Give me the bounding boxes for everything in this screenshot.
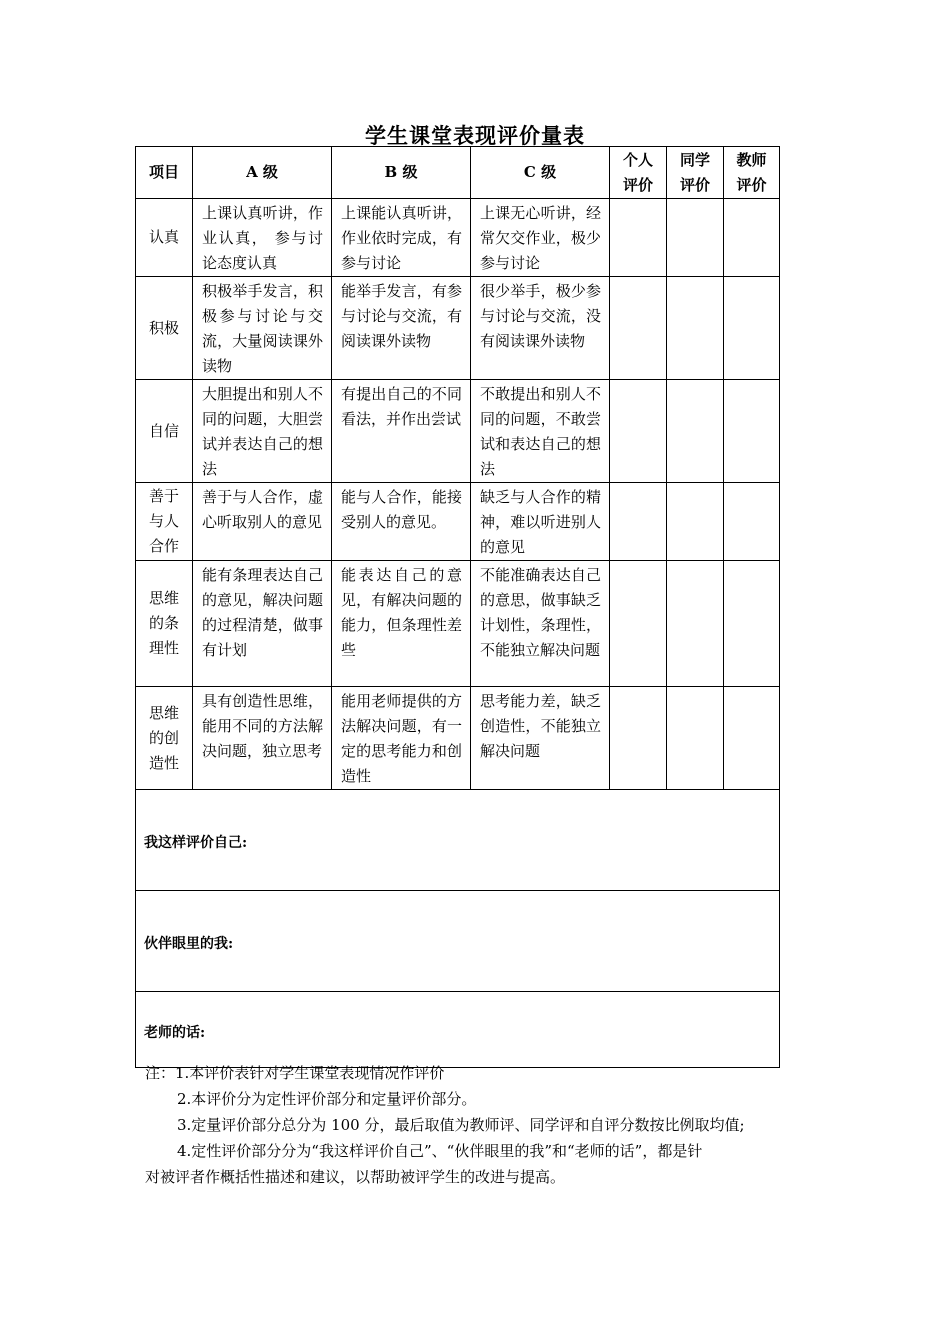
grade-b-description: 能用老师提供的方法解决问题，有一定的思考能力和创造性	[332, 687, 471, 790]
evaluation-table	[135, 146, 780, 1068]
header-grade-a: A 级	[193, 147, 332, 199]
grade-b-description: 能与人合作，能接受别人的意见。	[332, 483, 471, 561]
grade-a-description: 上课认真听讲，作业认真， 参与讨论态度认真	[193, 199, 332, 277]
grade-c-description: 很少举手，极少参与讨论与交流，没有阅读课外读物	[471, 277, 610, 380]
criterion-name: 善于 与人 合作	[136, 483, 193, 561]
note-line: 3.定量评价部分总分为 100 分，最后取值为教师评、同学评和自评分数按比例取均值;	[177, 1116, 745, 1134]
peer-evaluation-label: 伙伴眼里的我:	[144, 936, 234, 952]
teacher-eval-input-cell[interactable]	[724, 199, 780, 277]
header-grade-c: C 级	[471, 147, 610, 199]
header-item: 项目	[136, 147, 193, 199]
self-evaluation-section	[136, 790, 780, 891]
grade-b-description: 能表达自己的意见，有解决问题的能力，但条理性差些	[332, 561, 471, 687]
grade-b-description: 有提出自己的不同看法，并作出尝试	[332, 380, 471, 483]
grade-a-description: 善于与人合作，虚心听取别人的意见	[193, 483, 332, 561]
page-title: 学生课堂表现评价量表	[365, 123, 585, 148]
criterion-row	[136, 380, 780, 483]
grade-a-description: 大胆提出和别人不同的问题，大胆尝试并表达自己的想法	[193, 380, 332, 483]
criterion-row	[136, 561, 780, 687]
grade-c-description: 上课无心听讲，经常欠交作业，极少参与讨论	[471, 199, 610, 277]
peer-evaluation-section	[136, 891, 780, 992]
grade-a-description: 积极举手发言，积极参与讨论与交流，大量阅读课外读物	[193, 277, 332, 380]
teacher-eval-input-cell[interactable]	[724, 561, 780, 687]
criterion-row	[136, 199, 780, 277]
criterion-name: 思维 的创 造性	[136, 687, 193, 790]
self-eval-input-cell[interactable]	[610, 380, 667, 483]
peer-eval-input-cell[interactable]	[667, 561, 724, 687]
teacher-eval-input-cell[interactable]	[724, 277, 780, 380]
self-eval-input-cell[interactable]	[610, 483, 667, 561]
teacher-eval-input-cell[interactable]	[724, 380, 780, 483]
self-evaluation-label: 我这样评价自己:	[144, 835, 248, 851]
note-line: 2.本评价分为定性评价部分和定量评价部分。	[177, 1090, 477, 1108]
criterion-row	[136, 687, 780, 790]
grade-b-description: 能举手发言，有参与讨论与交流，有阅读课外读物	[332, 277, 471, 380]
header-grade-b: B 级	[332, 147, 471, 199]
criterion-row	[136, 277, 780, 380]
teacher-eval-input-cell[interactable]	[724, 483, 780, 561]
self-eval-input-cell[interactable]	[610, 277, 667, 380]
note-line: 4.定性评价部分分为“我这样评价自己”、“伙伴眼里的我”和“老师的话”，都是针	[177, 1142, 703, 1160]
teacher-comment-section	[136, 992, 780, 1068]
peer-eval-input-cell[interactable]	[667, 483, 724, 561]
peer-eval-input-cell[interactable]	[667, 199, 724, 277]
header-teacher-eval: 教师 评价	[724, 147, 780, 199]
teacher-comment-label: 老师的话:	[144, 1024, 206, 1041]
teacher-eval-input-cell[interactable]	[724, 687, 780, 790]
self-eval-input-cell[interactable]	[610, 561, 667, 687]
peer-eval-input-cell[interactable]	[667, 277, 724, 380]
grade-a-description: 具有创造性思维，能用不同的方法解决问题，独立思考	[193, 687, 332, 790]
grade-c-description: 缺乏与人合作的精神，难以听进别人的意见	[471, 483, 610, 561]
self-eval-input-cell[interactable]	[610, 199, 667, 277]
criterion-name: 思维 的条 理性	[136, 561, 193, 687]
note-line: 注：1.本评价表针对学生课堂表现情况作评价	[145, 1064, 445, 1082]
criterion-name: 自信	[136, 380, 193, 483]
criterion-name: 认真	[136, 199, 193, 277]
grade-b-description: 上课能认真听讲，作业依时完成，有参与讨论	[332, 199, 471, 277]
header-row	[136, 147, 780, 199]
criterion-row	[136, 483, 780, 561]
header-peer-eval: 同学 评价	[667, 147, 724, 199]
grade-c-description: 思考能力差，缺乏创造性，不能独立解决问题	[471, 687, 610, 790]
header-self-eval: 个人 评价	[610, 147, 667, 199]
peer-eval-input-cell[interactable]	[667, 380, 724, 483]
notes	[145, 1060, 815, 1190]
self-eval-input-cell[interactable]	[610, 687, 667, 790]
criterion-name: 积极	[136, 277, 193, 380]
note-line: 对被评者作概括性描述和建议，以帮助被评学生的改进与提高。	[145, 1168, 566, 1186]
grade-c-description: 不能准确表达自己的意思，做事缺乏计划性，条理性，不能独立解决问题	[471, 561, 610, 687]
grade-a-description: 能有条理表达自己的意见，解决问题的过程清楚，做事有计划	[193, 561, 332, 687]
grade-c-description: 不敢提出和别人不同的问题，不敢尝试和表达自己的想法	[471, 380, 610, 483]
peer-eval-input-cell[interactable]	[667, 687, 724, 790]
